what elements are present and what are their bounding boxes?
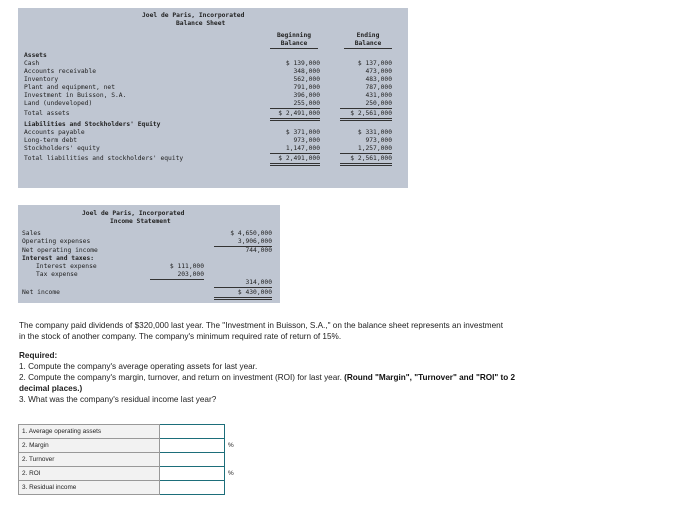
is-interest-value: $ 111,000	[169, 263, 204, 270]
bs-row-end: $ 137,000	[357, 60, 392, 67]
bs-row-end: 483,000	[365, 76, 392, 83]
bs-total-liab-begin: $ 2,491,000	[270, 155, 320, 166]
description-line-2: in the stock of another company. The company's minimum required rate of return of 15%.	[19, 332, 342, 341]
is-title: Joel de Paris, Incorporated	[82, 210, 185, 217]
bs-assets-heading: Assets	[24, 52, 47, 59]
bs-col-end	[344, 32, 392, 49]
bs-row-end: 431,000	[365, 92, 392, 99]
bs-row-label: Investment in Buisson, S.A.	[24, 92, 127, 99]
is-tax-value: 203,000	[150, 271, 204, 280]
answer-unit	[225, 453, 242, 467]
answer-unit	[225, 481, 242, 495]
answer-unit: %	[228, 470, 234, 477]
is-sales-value: $ 4,650,000	[230, 230, 272, 237]
problem-description	[19, 320, 503, 342]
required-section	[19, 350, 687, 405]
bs-row-end: 973,000	[365, 137, 392, 144]
bs-col-end-1: Ending	[356, 32, 380, 39]
is-net-income-label: Net income	[22, 289, 60, 296]
required-q3: 3. What was the company's residual income last year?	[19, 395, 217, 404]
bs-row-begin: $ 371,000	[285, 129, 320, 136]
answer-input-margin[interactable]	[160, 439, 225, 453]
is-tax-label: Tax expense	[36, 271, 78, 278]
required-q1: 1. Compute the company's average operating assets for last year.	[19, 362, 258, 371]
bs-row-end: 1,257,000	[340, 145, 392, 154]
description-line-1: The company paid dividends of $320,000 last year. The "Investment in Buisson, S.A.," on the balance sheet represents an investment	[19, 321, 504, 330]
answer-label: 1. Average operating assets	[19, 425, 160, 439]
bs-col-begin	[270, 32, 318, 49]
bs-subtitle: Balance Sheet	[176, 20, 226, 27]
bs-total-assets-begin: $ 2,491,000	[270, 110, 320, 121]
bs-row-begin: 255,000	[270, 100, 320, 109]
bs-row-label: Land (undeveloped)	[24, 100, 93, 107]
bs-row-begin: 348,000	[293, 68, 320, 75]
required-q2-rounding: (Round "Margin", "Turnover" and "ROI" to 2	[344, 373, 516, 382]
bs-row-begin: 973,000	[293, 137, 320, 144]
answer-unit: %	[228, 442, 234, 449]
answer-row	[19, 425, 242, 439]
bs-title: Joel de Paris, Incorporated	[142, 12, 245, 19]
answer-label: 2. Turnover	[19, 453, 160, 467]
bs-row-label: Plant and equipment, net	[24, 84, 115, 91]
income-statement	[18, 205, 280, 303]
balance-sheet	[18, 8, 408, 188]
bs-row-end: $ 331,000	[357, 129, 392, 136]
bs-row-end: 787,000	[365, 84, 392, 91]
answer-input-residual-income[interactable]	[160, 481, 225, 495]
bs-row-label: Accounts payable	[24, 129, 85, 136]
answer-input-roi[interactable]	[160, 467, 225, 481]
is-noi-label: Net operating income	[22, 247, 98, 254]
required-heading: Required:	[19, 351, 58, 360]
answer-input-turnover[interactable]	[160, 453, 225, 467]
answer-label: 3. Residual income	[19, 481, 160, 495]
is-interest-label: Interest expense	[36, 263, 97, 270]
bs-row-begin: 396,000	[293, 92, 320, 99]
bs-row-end: 473,000	[365, 68, 392, 75]
bs-total-liab-label: Total liabilities and stockholders' equity	[24, 155, 184, 162]
answer-unit	[225, 425, 242, 439]
bs-row-label: Inventory	[24, 76, 59, 83]
is-net-income-value: $ 430,000	[214, 289, 272, 300]
bs-liab-heading: Liabilities and Stockholders' Equity	[24, 121, 161, 128]
is-opex-value: 3,906,000	[214, 238, 272, 247]
answer-row	[19, 439, 242, 453]
bs-total-liab-end: $ 2,561,000	[340, 155, 392, 166]
is-int-tax-heading: Interest and taxes:	[22, 255, 95, 262]
is-subtitle: Income Statement	[110, 218, 171, 225]
bs-row-begin: 1,147,000	[270, 145, 320, 154]
required-q2	[19, 372, 687, 383]
bs-total-assets-end: $ 2,561,000	[340, 110, 392, 121]
bs-row-begin: $ 139,000	[285, 60, 320, 67]
bs-col-end-2: Balance	[354, 40, 382, 47]
answer-row	[19, 481, 242, 495]
is-noi-value: 744,000	[245, 247, 272, 254]
bs-col-begin-2: Balance	[280, 40, 308, 47]
bs-row-label: Stockholders' equity	[24, 145, 100, 152]
bs-total-assets-label: Total assets	[24, 110, 70, 117]
bs-row-begin: 562,000	[293, 76, 320, 83]
required-q2-text: 2. Compute the company's margin, turnover, and return on investment (ROI) for last year.	[19, 373, 342, 382]
answer-row	[19, 453, 242, 467]
is-opex-label: Operating expenses	[22, 238, 91, 245]
required-q2-rounding-cont: decimal places.)	[19, 384, 83, 393]
is-sales-label: Sales	[22, 230, 41, 237]
bs-row-label: Cash	[24, 60, 40, 67]
is-int-tax-total: 314,000	[214, 279, 272, 288]
bs-row-label: Long-term debt	[24, 137, 78, 144]
bs-col-begin-1: Beginning	[276, 32, 312, 39]
answer-table	[18, 424, 242, 495]
answer-input-average-operating-assets[interactable]	[160, 425, 225, 439]
bs-row-begin: 791,000	[293, 84, 320, 91]
answer-row	[19, 467, 242, 481]
answer-label: 2. ROI	[19, 467, 160, 481]
bs-row-end: 250,000	[340, 100, 392, 109]
answer-label: 2. Margin	[19, 439, 160, 453]
bs-row-label: Accounts receivable	[24, 68, 97, 75]
